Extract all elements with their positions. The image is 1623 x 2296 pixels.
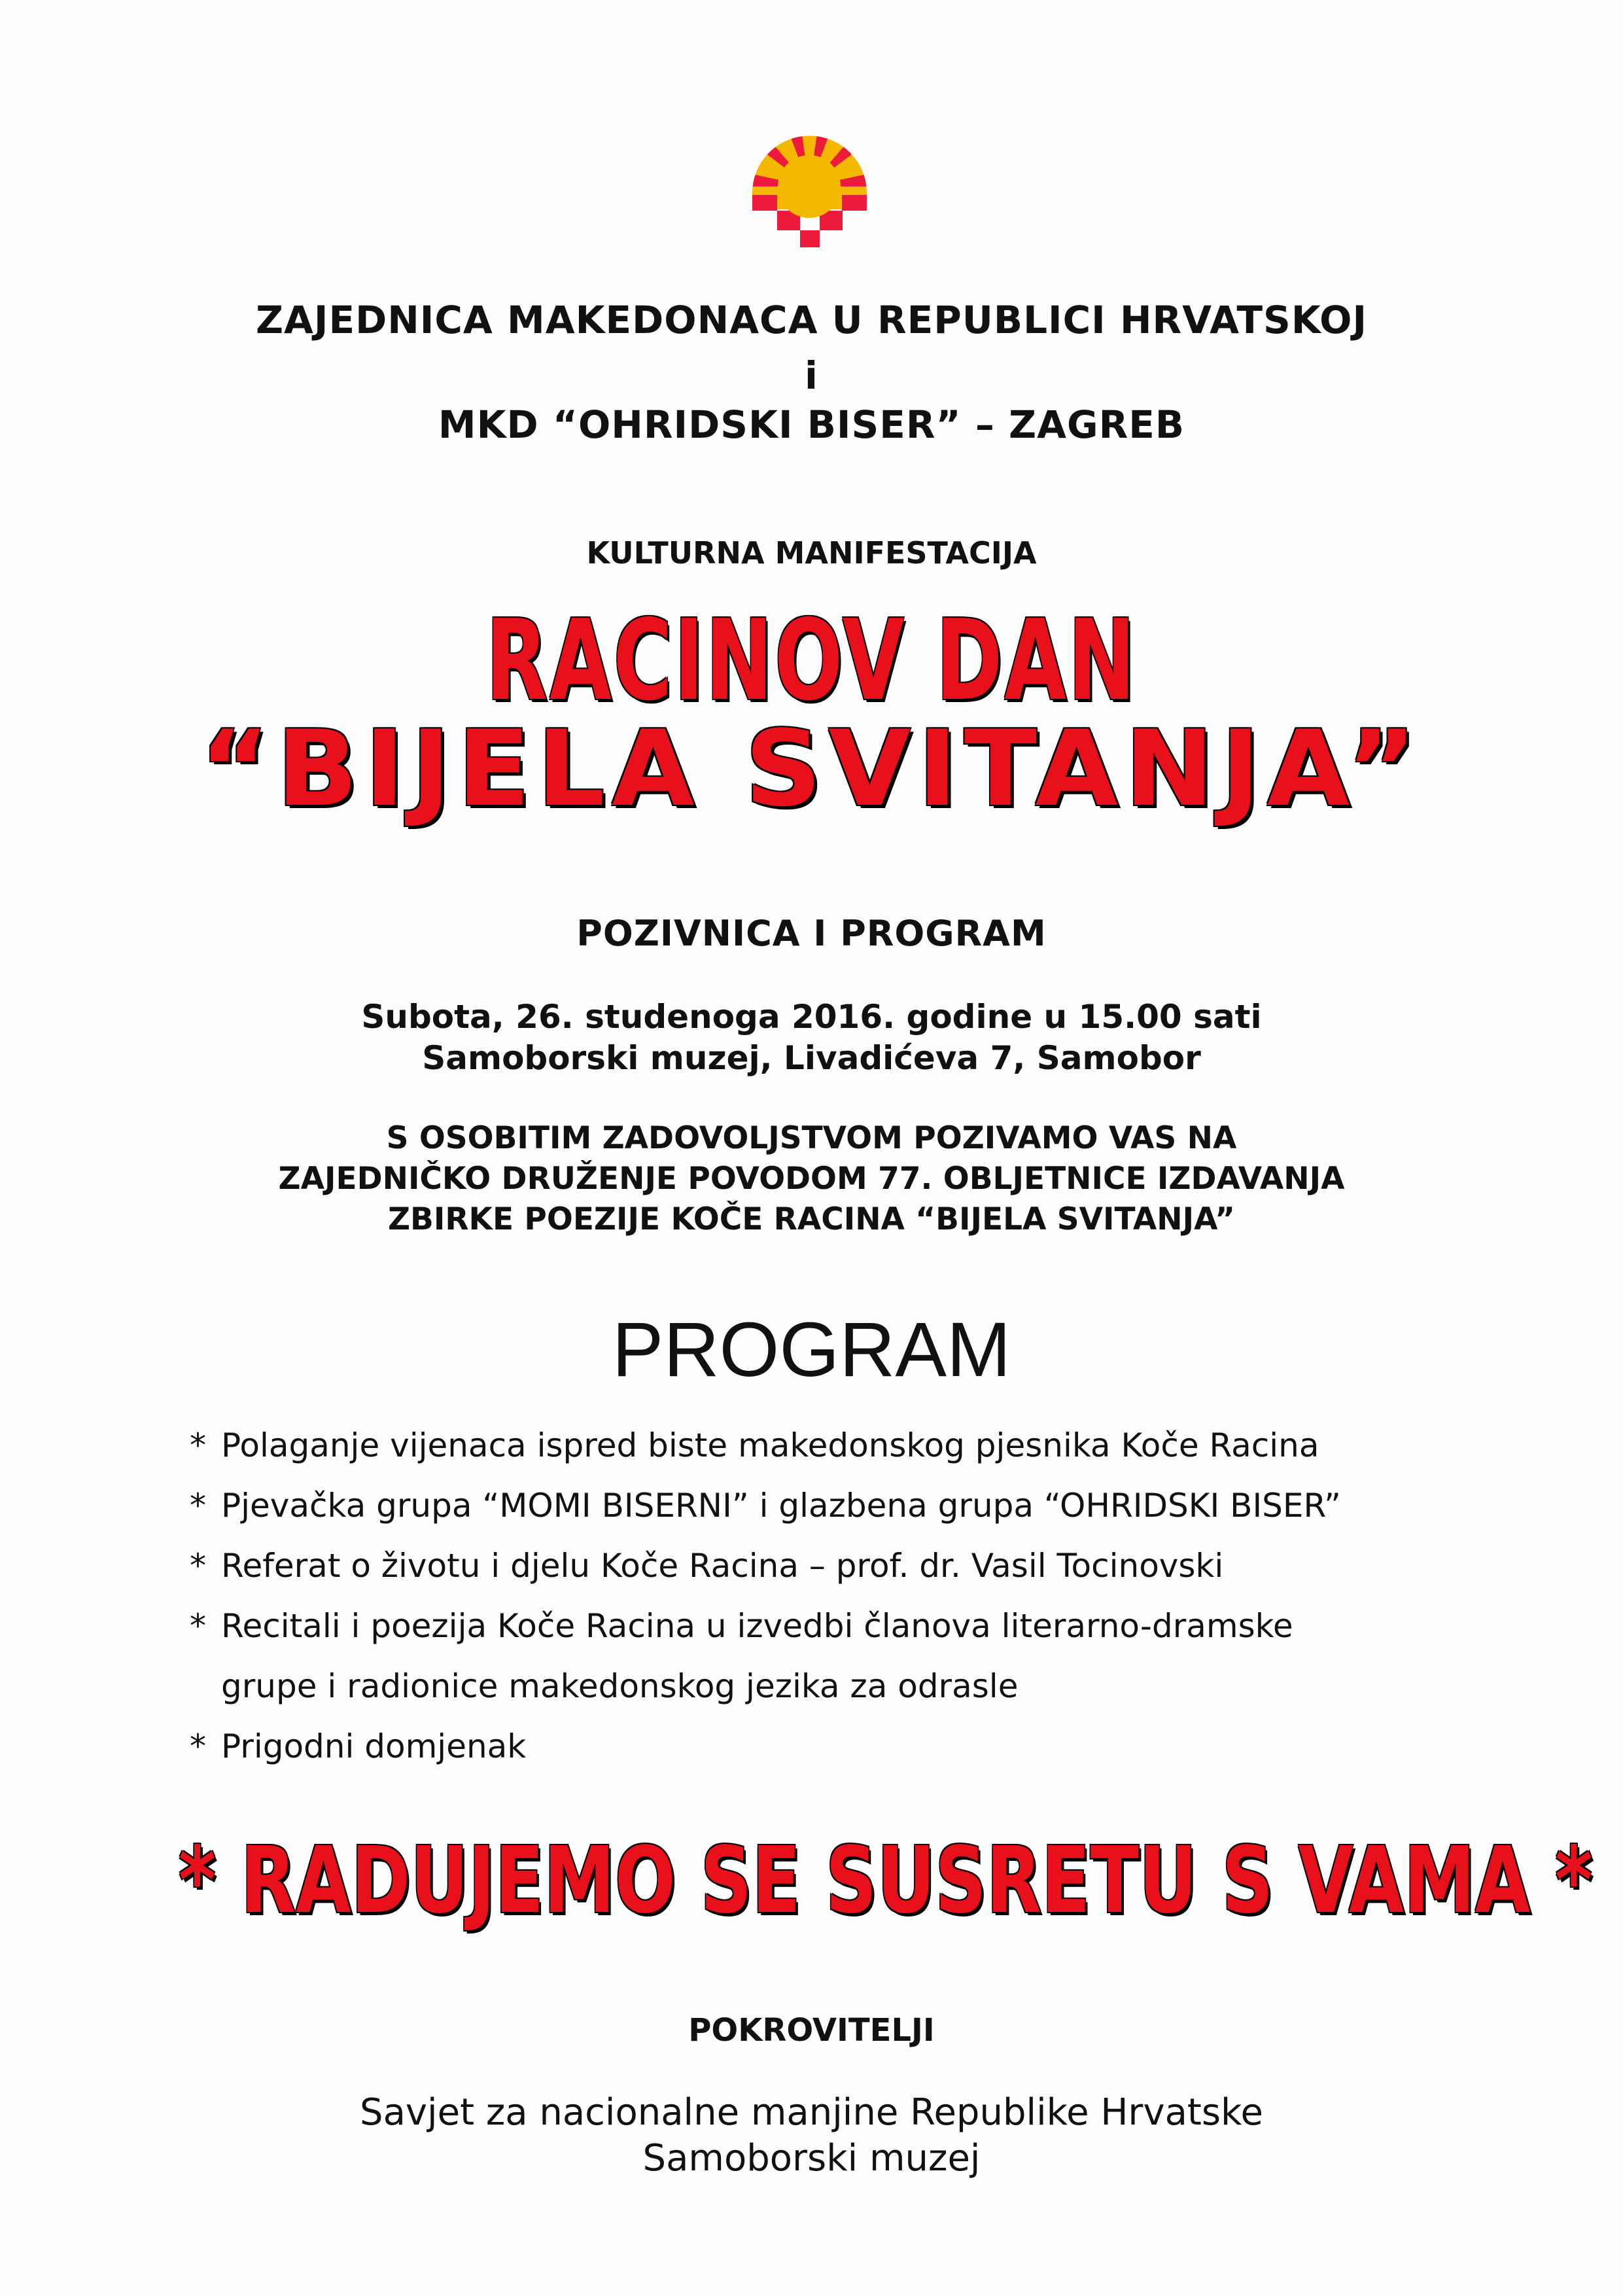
title-line-1: RACINOV DAN bbox=[485, 596, 1138, 726]
event-date: Subota, 26. studenoga 2016. godine u 15.00 sati bbox=[361, 998, 1262, 1036]
program-item: * Recitali i poezija Koče Racina u izvedbi članova literarno-dramske bbox=[190, 1607, 1293, 1645]
sun-checkerboard-logo bbox=[749, 124, 870, 249]
program-item: * Prigodni domjenak bbox=[190, 1727, 527, 1765]
program-heading: PROGRAM bbox=[612, 1307, 1011, 1393]
event-venue: Samoborski muzej, Livadićeva 7, Samobor bbox=[422, 1039, 1201, 1077]
program-item-continuation: grupe i radionice makedonskog jezika za odrasle bbox=[221, 1667, 1019, 1705]
sponsor: Samoborski muzej bbox=[642, 2137, 981, 2180]
subtitle: KULTURNA MANIFESTACIJA bbox=[586, 535, 1037, 571]
intro-line: S OSOBITIM ZADOVOLJSTVOM POZIVAMO VAS NA bbox=[386, 1120, 1237, 1156]
intro-line: ZBIRKE POEZIJE KOČE RACINA “BIJELA SVITANJA” bbox=[387, 1201, 1236, 1237]
program-item: * Referat o životu i djelu Koče Racina – prof. dr. Vasil Tocinovski bbox=[190, 1547, 1224, 1585]
organizer-line-2: MKD “OHRIDSKI BISER” – ZAGREB bbox=[438, 402, 1185, 447]
bullet-star: * bbox=[190, 1426, 206, 1464]
program-item: * Pjevačka grupa “MOMI BISERNI” i glazbena grupa “OHRIDSKI BISER” bbox=[190, 1487, 1341, 1525]
title-line-2: “BIJELA SVITANJA” bbox=[200, 707, 1423, 830]
organizer-conjunction: i bbox=[805, 353, 818, 398]
program-item: * Polaganje vijenaca ispred biste makedonskog pjesnika Koče Racina bbox=[190, 1426, 1319, 1464]
sponsor: Savjet za nacionalne manjine Republike Hrvatske bbox=[360, 2091, 1263, 2134]
bullet-star: * bbox=[190, 1607, 206, 1645]
bullet-star: * bbox=[190, 1487, 206, 1525]
bullet-star: * bbox=[190, 1727, 206, 1765]
invitation-heading: POZIVNICA I PROGRAM bbox=[576, 913, 1047, 954]
intro-line: ZAJEDNIČKO DRUŽENJE POVODOM 77. OBLJETNICE IZDAVANJA bbox=[278, 1161, 1345, 1197]
closing-message: * RADUJEMO SE SUSRETU S VAMA * bbox=[178, 1828, 1593, 1934]
bullet-star: * bbox=[190, 1547, 206, 1585]
sponsors-heading: POKROVITELJI bbox=[688, 2012, 935, 2049]
organizer-line-1: ZAJEDNICA MAKEDONACA U REPUBLICI HRVATSKOJ bbox=[255, 298, 1368, 342]
